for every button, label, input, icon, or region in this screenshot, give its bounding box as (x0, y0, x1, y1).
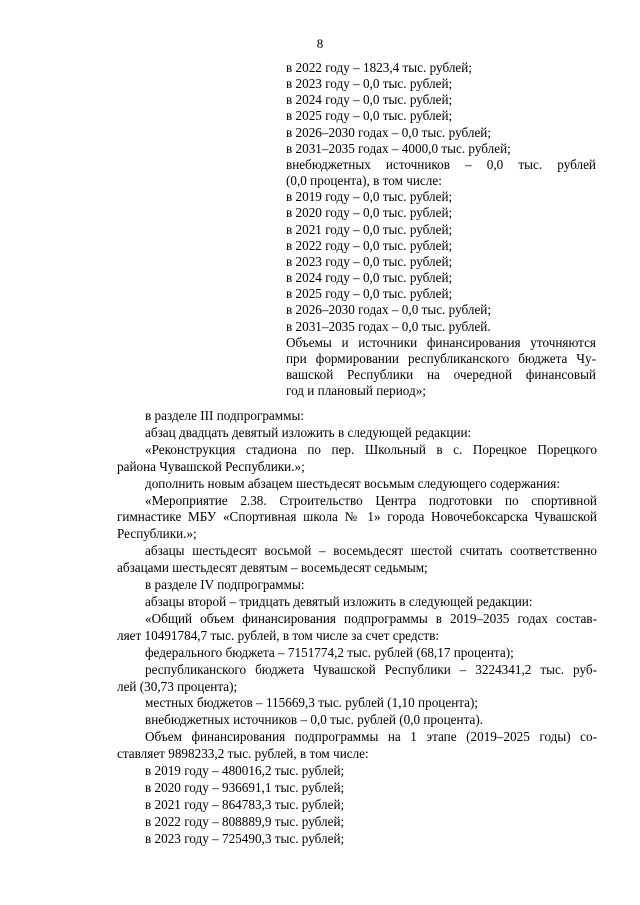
text-line: федерального бюджета – 7151774,2 тыс. рублей (68,17 процента); (145, 644, 514, 660)
text-line: ставляет 9898233,2 тыс. рублей, в том числе: (117, 746, 369, 762)
text-line: в 2022 году – 808889,9 тыс. рублей; (145, 813, 345, 829)
text-line: абзацами шестьдесят девятым – восемьдесят седьмым; (117, 560, 428, 576)
text-line: Республики.»; (117, 526, 197, 542)
passport-line: в 2020 году – 0,0 тыс. рублей; (286, 205, 453, 221)
text-line: ляет 10491784,7 тыс. рублей, в том числе за счет средств: (117, 627, 440, 643)
passport-line: в 2026–2030 годах – 0,0 тыс. рублей; (286, 124, 492, 140)
passport-line: вашской Республики на очередной финансовый (286, 366, 596, 382)
passport-line: в 2025 году – 0,0 тыс. рублей; (286, 286, 453, 302)
passport-line: в 2025 году – 0,0 тыс. рублей; (286, 108, 453, 124)
text-line: в разделе III подпрограммы: (145, 408, 305, 423)
text-line: республиканского бюджета Чувашской Республики – 3224341,2 тыс. руб- (145, 661, 597, 677)
text-line: лей (30,73 процента); (117, 678, 238, 694)
text-line: абзацы шестьдесят восьмой – восемьдесят шестой считать соответственно (145, 543, 597, 559)
passport-table-cell (286, 60, 596, 399)
passport-line: в 2022 году – 1823,4 тыс. рублей; (286, 60, 472, 75)
passport-line: в 2023 году – 0,0 тыс. рублей; (286, 76, 453, 92)
text-line: района Чувашской Республики.»; (117, 458, 305, 474)
text-line: «Общий объем финансирования подпрограммы в 2019–2035 годах состав- (145, 610, 597, 626)
text-line: Объем финансирования подпрограммы на 1 этапе (2019–2025 годы) со- (145, 729, 597, 745)
text-line: в 2020 году – 936691,1 тыс. рублей; (145, 779, 345, 795)
passport-line: год и плановый период»; (286, 383, 426, 399)
passport-line: в 2023 году – 0,0 тыс. рублей; (286, 253, 453, 269)
text-line: абзац двадцать девятый изложить в следующей редакции: (145, 424, 472, 440)
passport-line: в 2024 году – 0,0 тыс. рублей; (286, 270, 453, 286)
passport-line: в 2019 году – 0,0 тыс. рублей; (286, 189, 453, 205)
text-line: в 2023 году – 725490,3 тыс. рублей; (145, 830, 345, 846)
text-line: внебюджетных источников – 0,0 тыс. рублей (0,0 процента). (145, 712, 484, 728)
passport-line: в 2021 году – 0,0 тыс. рублей; (286, 221, 453, 237)
passport-line: Объемы и источники финансирования уточняются (286, 334, 596, 350)
text-line: в 2019 году – 480016,2 тыс. рублей; (145, 763, 345, 779)
text-line: абзацы второй – тридцать девятый изложить в следующей редакции: (145, 593, 533, 609)
text-line: «Мероприятие 2.38. Строительство Центра подготовки по спортивной (145, 492, 597, 508)
text-line: дополнить новым абзацем шестьдесят восьмым следующего содержания: (145, 475, 561, 491)
text-line: в 2021 году – 864783,3 тыс. рублей; (145, 796, 345, 812)
passport-line: внебюджетных источников – 0,0 тыс. рублей (286, 156, 596, 172)
page-number: 8 (316, 36, 324, 51)
passport-line: в 2031–2035 годах – 4000,0 тыс. рублей; (286, 140, 511, 156)
text-line: местных бюджетов – 115669,3 тыс. рублей (1,10 процента); (145, 695, 479, 711)
passport-line: в 2031–2035 годах – 0,0 тыс. рублей. (286, 318, 491, 334)
passport-line: (0,0 процента), в том числе: (286, 173, 442, 189)
passport-line: в 2026–2030 годах – 0,0 тыс. рублей; (286, 302, 492, 318)
passport-line: в 2024 году – 0,0 тыс. рублей; (286, 92, 453, 108)
text-line: гимнастике МБУ «Спортивная школа № 1» города Новочебоксарска Чувашской (117, 509, 597, 525)
text-line: в разделе IV подпрограммы: (145, 577, 305, 593)
passport-line: в 2022 году – 0,0 тыс. рублей; (286, 237, 453, 253)
passport-line: при формировании республиканского бюджета Чу- (286, 350, 596, 366)
text-line: «Реконструкция стадиона по пер. Школьный в с. Порецкое Порецкого (145, 441, 597, 457)
main-text-body (117, 408, 597, 848)
